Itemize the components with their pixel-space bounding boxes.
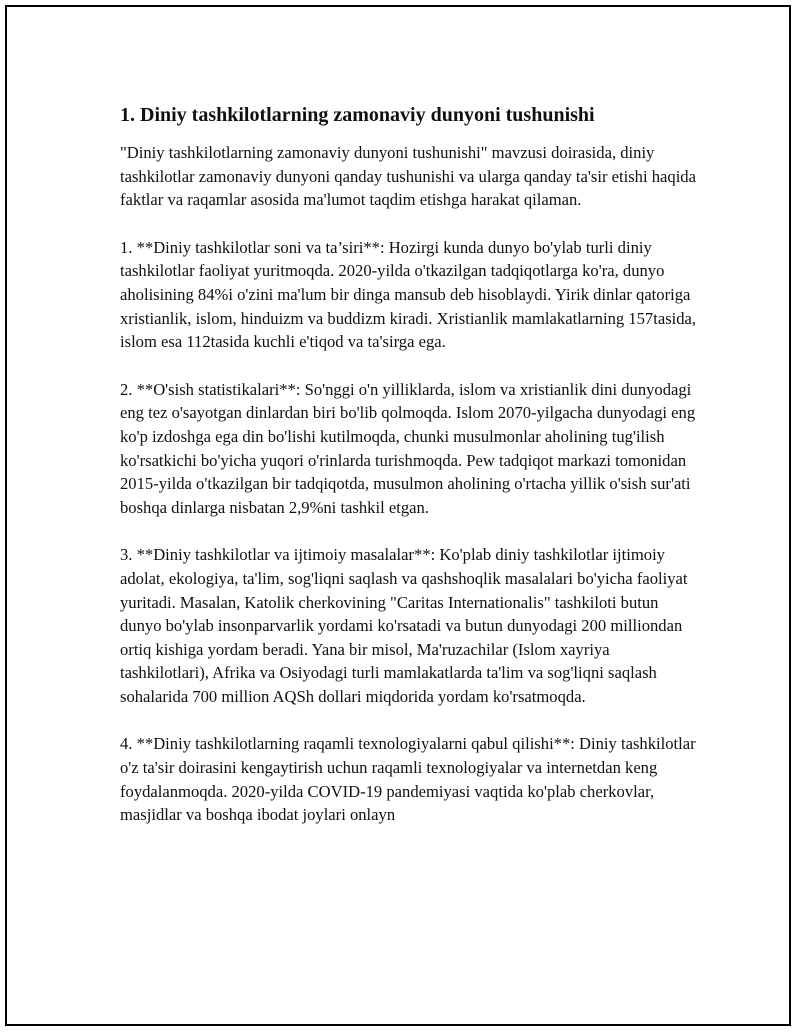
intro-paragraph: "Diniy tashkilotlarning zamonaviy dunyoni tushunishi" mavzusi doirasida, diniy tashkilotlar zamonaviy dunyoni qanday tushunishi va ularga qanday ta'sir etishi haqida faktlar va raqamlar asosida ma'lumot taqdim etishga harakat qilaman. xyxy=(120,143,696,210)
paragraph-growth-statistics: 2. **O'sish statistikalari**: So'nggi o'n yilliklarda, islom va xristianlik dini dunyodagi eng tez o'sayotgan dinlardan biri bo'lib qolmoqda. Islom 2070-yilgacha dunyodagi eng ko'p izdoshga ega din bo'lishi kutilmoqda, chunki musulmonlar aholining tug'ilish ko'rsatkichi bo'yicha yuqori o'rinlarda turishmoqda. Pew tadqiqot markazi tomonidan 2015-yilda o'tkazilgan bir tadqiqotda, musulmon aholining o'rtacha yillik o'sish sur'ati boshqa dinlarga nisbatan 2,9%ni tashkil etgan. xyxy=(120,379,696,517)
document-body xyxy=(120,101,700,827)
paragraph-social-issues: 3. **Diniy tashkilotlar va ijtimoiy masalalar**: Ko'plab diniy tashkilotlar ijtimoiy adolat, ekologiya, ta'lim, sog'liqni saqlash va qashshoqlik masalalari bo'yicha faoliyat yuritadi. Masalan, Katolik cherkovining "Caritas Internationalis" tashkiloti butun dunyo bo'ylab insonparvarlik yordami ko'rsatadi va butun dunyodagi 200 milliondan ortiq kishiga yordam beradi. Yana bir misol, Ma'ruzachilar (Islom xayriya tashkilotlari), Afrika va Osiyodagi turli mamlakatlarda ta'lim va sog'liqni saqlash sohalarida 700 million AQSh dollari miqdorida yordam ko'rsatmoqda. xyxy=(120,545,688,706)
paragraph-digital-technologies: 4. **Diniy tashkilotlarning raqamli texnologiyalarni qabul qilishi**: Diniy tashkilotlar o'z ta'sir doirasini kengaytirish uchun raqamli texnologiyalar va internetdan keng foydalanmoqda. 2020-yilda COVID-19 pandemiyasi vaqtida ko'plab cherkovlar, masjidlar va boshqa ibodat joylari onlayn xyxy=(120,734,696,825)
page-frame xyxy=(5,5,791,1026)
paragraph-religious-organizations-count: 1. **Diniy tashkilotlar soni va ta’siri**: Hozirgi kunda dunyo bo'ylab turli diniy tashkilotlar faoliyat yuritmoqda. 2020-yilda o'tkazilgan tadqiqotlarga ko'ra, dunyo aholisining 84%i o'zini ma'lum bir dinga mansub deb hisoblaydi. Yirik dinlar qatoriga xristianlik, islom, hinduizm va buddizm kiradi. Xristianlik mamlakatlarning 157tasida, islom esa 112tasida kuchli e'tiqod va ta'sirga ega. xyxy=(120,237,697,352)
document-heading: 1. Diniy tashkilotlarning zamonaviy dunyoni tushunishi xyxy=(120,104,595,126)
